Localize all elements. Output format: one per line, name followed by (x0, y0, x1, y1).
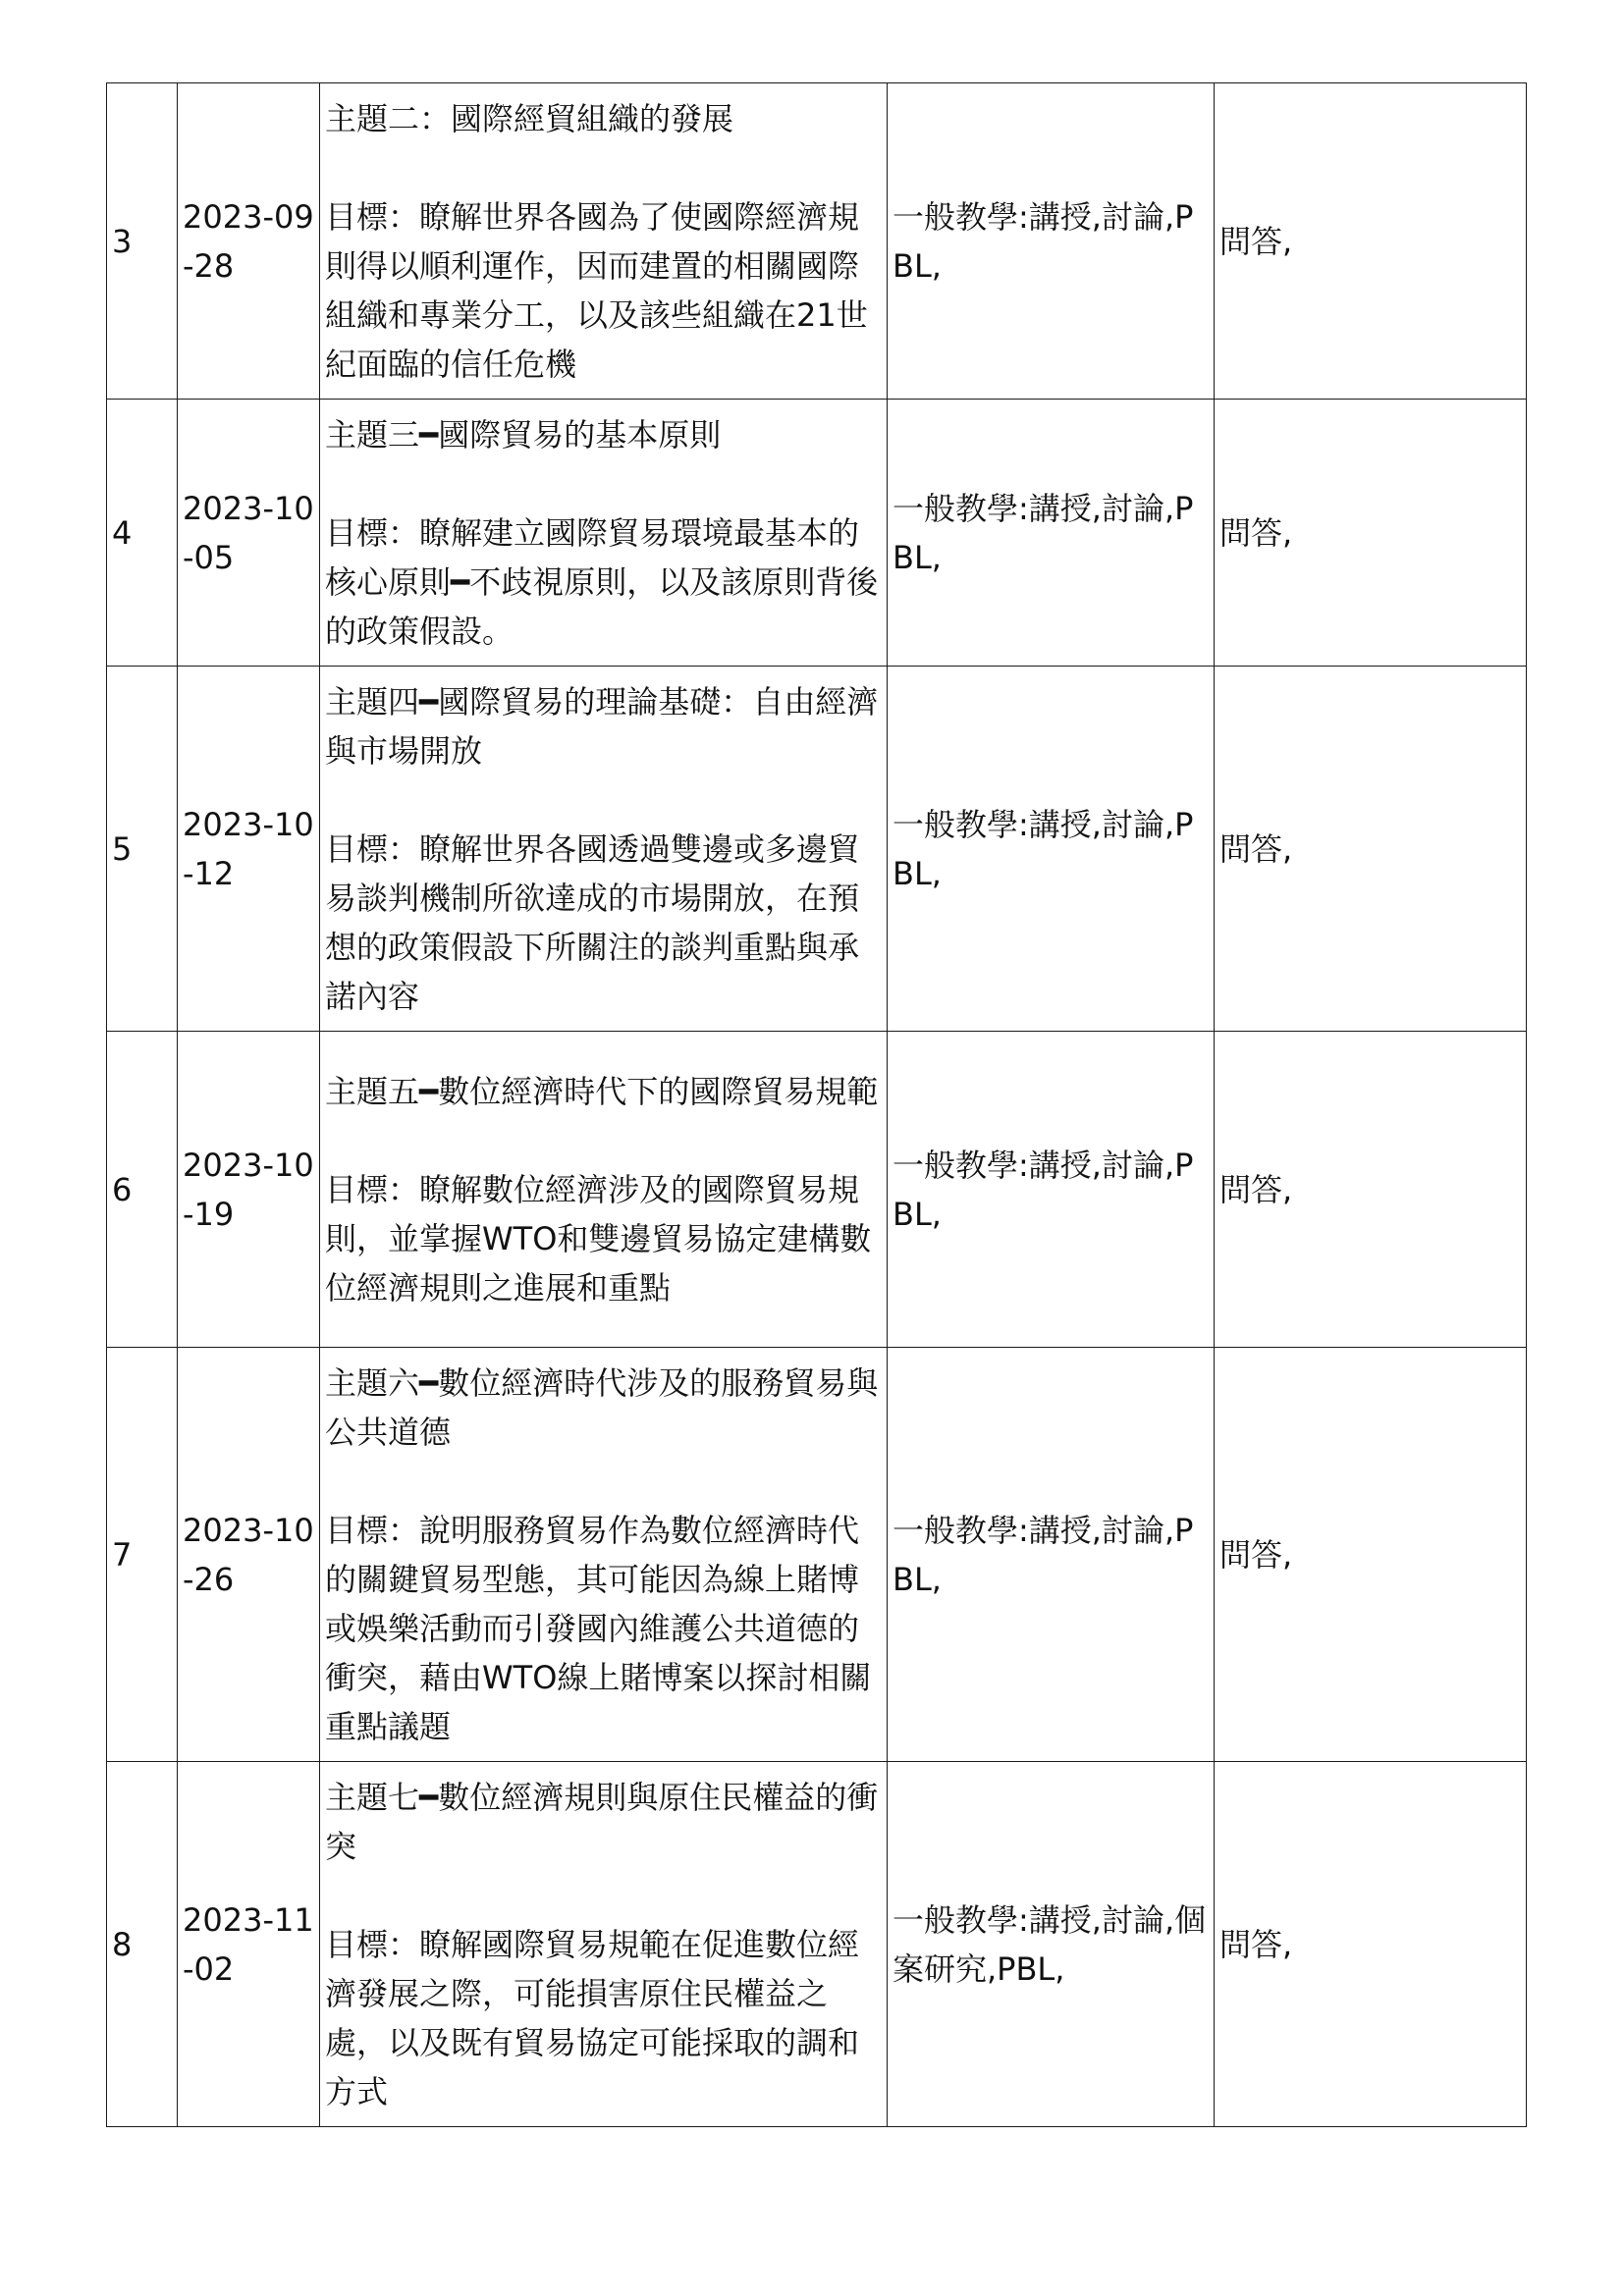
week-number-cell: 8 (107, 1762, 178, 2127)
topic-goal: 目標：瞭解世界各國為了使國際經濟規則得以順利運作，因而建置的相關國際組織和專業分工，以及該些組織在21世紀面臨的信任危機 (325, 197, 868, 383)
table-row (107, 83, 1527, 400)
topic-goal: 目標：瞭解數位經濟涉及的國際貿易規則，並掌握WTO和雙邊貿易協定建構數位經濟規則之進展和重點 (325, 1170, 872, 1307)
topic-spacer (325, 1871, 882, 1920)
date-cell: 2023-10-19 (178, 1032, 320, 1348)
table-row (107, 667, 1527, 1032)
topic-cell (320, 667, 888, 1032)
topic-spacer (325, 775, 882, 825)
topic-spacer (325, 1116, 882, 1165)
week-number-cell: 5 (107, 667, 178, 1032)
topic-goal: 目標：瞭解世界各國透過雙邊或多邊貿易談判機制所欲達成的市場開放，在預想的政策假設下所關注的談判重點與承諾內容 (325, 829, 860, 1015)
topic-goal: 目標：說明服務貿易作為數位經濟時代的關鍵貿易型態，其可能因為線上賭博或娛樂活動而引發國內維護公共道德的衝突，藉由WTO線上賭博案以探討相關重點議題 (325, 1511, 872, 1745)
topic-cell (320, 1348, 888, 1762)
date-cell: 2023-10-12 (178, 667, 320, 1032)
week-number-cell: 4 (107, 400, 178, 667)
topic-spacer (325, 459, 882, 508)
topic-title: 主題二：國際經貿組織的發展 (325, 99, 734, 137)
topic-cell (320, 83, 888, 400)
teaching-method-cell: 一般教學:講授,討論,PBL, (888, 400, 1215, 667)
table-row (107, 1032, 1527, 1348)
teaching-method-cell: 一般教學:講授,討論,PBL, (888, 83, 1215, 400)
schedule-body (107, 83, 1527, 2127)
teaching-method-cell: 一般教學:講授,討論,PBL, (888, 667, 1215, 1032)
date-cell: 2023-11-02 (178, 1762, 320, 2127)
assessment-cell: 問答, (1215, 400, 1527, 667)
table-row (107, 400, 1527, 667)
topic-cell (320, 1762, 888, 2127)
table-row (107, 1348, 1527, 1762)
teaching-method-cell: 一般教學:講授,討論,PBL, (888, 1348, 1215, 1762)
date-cell: 2023-10-26 (178, 1348, 320, 1762)
topic-title: 主題三━國際貿易的基本原則 (325, 415, 722, 454)
assessment-cell: 問答, (1215, 667, 1527, 1032)
topic-title: 主題五━數位經濟時代下的國際貿易規範 (325, 1072, 879, 1110)
week-number-cell: 3 (107, 83, 178, 400)
teaching-method-cell: 一般教學:講授,討論,PBL, (888, 1032, 1215, 1348)
topic-title: 主題四━國際貿易的理論基礎：自由經濟與市場開放 (325, 682, 879, 770)
week-number-cell: 6 (107, 1032, 178, 1348)
teaching-method-cell: 一般教學:講授,討論,個案研究,PBL, (888, 1762, 1215, 2127)
week-number-cell: 7 (107, 1348, 178, 1762)
course-schedule-table (106, 82, 1527, 2127)
assessment-cell: 問答, (1215, 1348, 1527, 1762)
topic-spacer (325, 1457, 882, 1506)
assessment-cell: 問答, (1215, 1762, 1527, 2127)
assessment-cell: 問答, (1215, 1032, 1527, 1348)
date-cell: 2023-10-05 (178, 400, 320, 667)
topic-spacer (325, 143, 882, 192)
table-row (107, 1762, 1527, 2127)
assessment-cell: 問答, (1215, 83, 1527, 400)
topic-goal: 目標：瞭解國際貿易規範在促進數位經濟發展之際，可能損害原住民權益之處，以及既有貿易協定可能採取的調和方式 (325, 1925, 860, 2110)
topic-goal: 目標：瞭解建立國際貿易環境最基本的核心原則━不歧視原則，以及該原則背後的政策假設。 (325, 513, 879, 650)
topic-cell (320, 400, 888, 667)
topic-cell (320, 1032, 888, 1348)
date-cell: 2023-09-28 (178, 83, 320, 400)
topic-title: 主題七━數位經濟規則與原住民權益的衝突 (325, 1778, 879, 1865)
topic-title: 主題六━數位經濟時代涉及的服務貿易與公共道德 (325, 1363, 879, 1451)
